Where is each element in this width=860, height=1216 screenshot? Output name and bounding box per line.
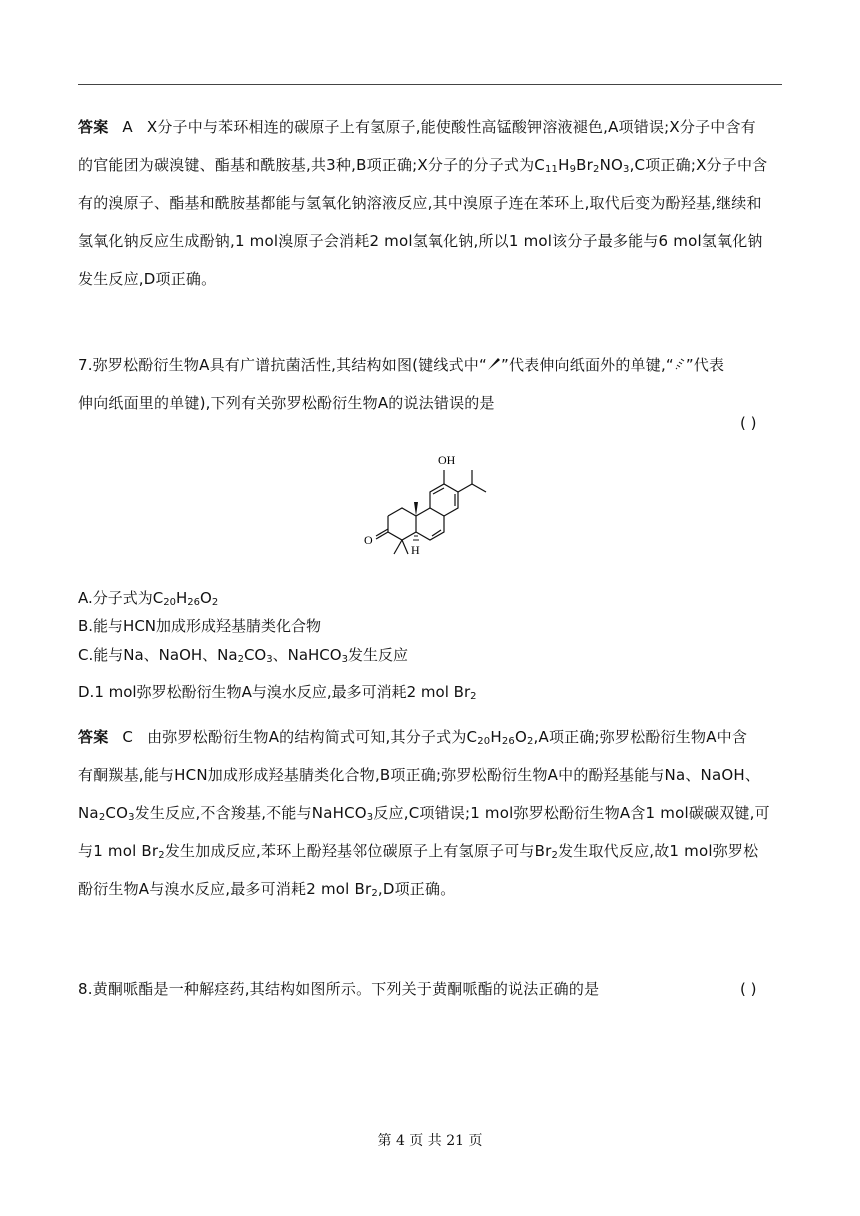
option-text: C.能与Na、NaOH、Na [78,646,238,664]
answer-6 [78,108,782,298]
question-7-line-1 [78,346,782,384]
option-b: B.能与HCN加成形成羟基腈类化合物 [78,617,322,635]
answer-text: 发生取代反应,故1 mol弥罗松 [558,842,759,860]
wedge-bond-icon [487,357,501,371]
answer-letter: A [122,118,133,136]
answer-7-line-3 [78,794,782,832]
answer-text: 的官能团为碳溴键、酯基和酰胺基,共3种,B项正确;X分子的分子式为C [78,156,545,174]
hash-bond-icon [674,357,686,371]
subscript: 2 [211,597,219,608]
answer-text: ,C项正确;X分子中含 [629,156,768,174]
answer-6-line-5: 发生反应,D项正确。 [78,270,217,288]
subscript: 2 [470,691,477,702]
answer-7-line-4 [78,832,782,870]
option-a [78,588,218,608]
subscript: 3 [266,654,273,665]
answer-text: 反应,C项错误;1 mol弥罗松酚衍生物A含1 mol碳碳双键,可 [373,804,770,822]
question-text: 7.弥罗松酚衍生物A具有广谱抗菌活性,其结构如图(键线式中“ [78,356,487,374]
oh-label: OH [438,453,456,467]
question-text: ”代表伸向纸面外的单键,“ [500,356,674,374]
subscript: 2 [371,888,378,899]
question-7-line-2: 伸向纸面里的单键),下列有关弥罗松酚衍生物A的说法错误的是 [78,394,495,412]
subscript: 2 [158,850,165,861]
subscript: 2 [98,812,106,823]
subscript: 3 [341,654,348,665]
answer-bracket: ( ) [740,980,757,998]
molecule-structure [350,446,510,576]
answer-text: ,D项正确。 [377,880,456,898]
answer-6-line-3: 有的溴原子、酯基和酰胺基都能与氢氧化钠溶液反应,其中溴原子连在苯环上,取代后变为酚羟基,继续和 [78,194,762,212]
answer-text: Na [78,804,99,822]
header-rule [78,84,782,85]
answer-7-line-1 [78,718,782,756]
page-number: 第 4 页 共 21 页 [377,1133,483,1149]
subscript: 9 [569,164,577,175]
answer-text: CO [105,804,129,822]
question-7 [78,346,782,422]
subscript: 11 [544,164,559,175]
question-8: 8.黄酮哌酯是一种解痉药,其结构如图所示。下列关于黄酮哌酯的说法正确的是 [78,980,600,998]
option-text: H [175,589,188,607]
answer-letter: C [122,728,134,746]
answer-text: NO [599,156,624,174]
answer-6-line-4: 氢氧化钠反应生成酚钠,1 mol溴原子会消耗2 mol氢氧化钠,所以1 mol该分子最多能与6 mol氢氧化钠 [78,232,763,250]
answer-text: 由弥罗松酚衍生物A的结构简式可知,其分子式为C [147,728,478,746]
answer-7-line-5 [78,870,782,908]
subscript: 20 [477,736,491,747]
answer-text: ,A项正确;弥罗松酚衍生物A中含 [533,728,748,746]
answer-text: X分子中与苯环相连的碳原子上有氢原子,能使酸性高锰酸钾溶液褪色,A项错误;X分子中含有 [146,118,756,136]
answer-label: 答案 [78,118,109,136]
option-text: 、NaHCO [272,646,342,664]
subscript: 2 [593,164,600,175]
answer-text: 与1 mol Br [78,842,159,860]
answer-text: 酚衍生物A与溴水反应,最多可消耗2 mol Br [78,880,372,898]
answer-text: 发生加成反应,苯环上酚羟基邻位碳原子上有氢原子可与Br [164,842,552,860]
answer-label: 答案 [78,728,109,746]
option-text: 发生反应 [347,646,408,664]
oxygen-label: O [364,533,373,547]
option-text: O [200,589,212,607]
subscript: 3 [128,812,135,823]
answer-7 [78,718,782,908]
option-c [78,645,408,665]
hydrogen-label: H [411,543,420,557]
option-d [78,682,477,702]
answer-text: H [490,728,502,746]
question-text: ”代表 [685,356,725,374]
answer-bracket: ( ) [740,414,757,432]
subscript: 2 [551,850,559,861]
answer-text: 发生反应,不含羧基,不能与NaHCO [134,804,367,822]
subscript: 26 [187,597,200,608]
subscript: 3 [366,812,374,823]
subscript: 2 [237,654,244,665]
answer-7-line-2: 有酮羰基,能与HCN加成形成羟基腈类化合物,B项正确;弥罗松酚衍生物A中的酚羟基能与Na、NaOH、 [78,766,761,784]
answer-6-line-2 [78,146,782,184]
option-text: CO [243,646,267,664]
option-text: D.1 mol弥罗松酚衍生物A与溴水反应,最多可消耗2 mol Br [78,683,471,701]
subscript: 3 [623,164,630,175]
answer-6-line-1 [78,108,782,146]
answer-text: O [514,728,527,746]
answer-text: Br [576,156,594,174]
subscript: 2 [526,736,534,747]
answer-text: H [558,156,570,174]
subscript: 26 [501,736,515,747]
option-text: A.分子式为C [78,589,164,607]
subscript: 20 [163,597,176,608]
